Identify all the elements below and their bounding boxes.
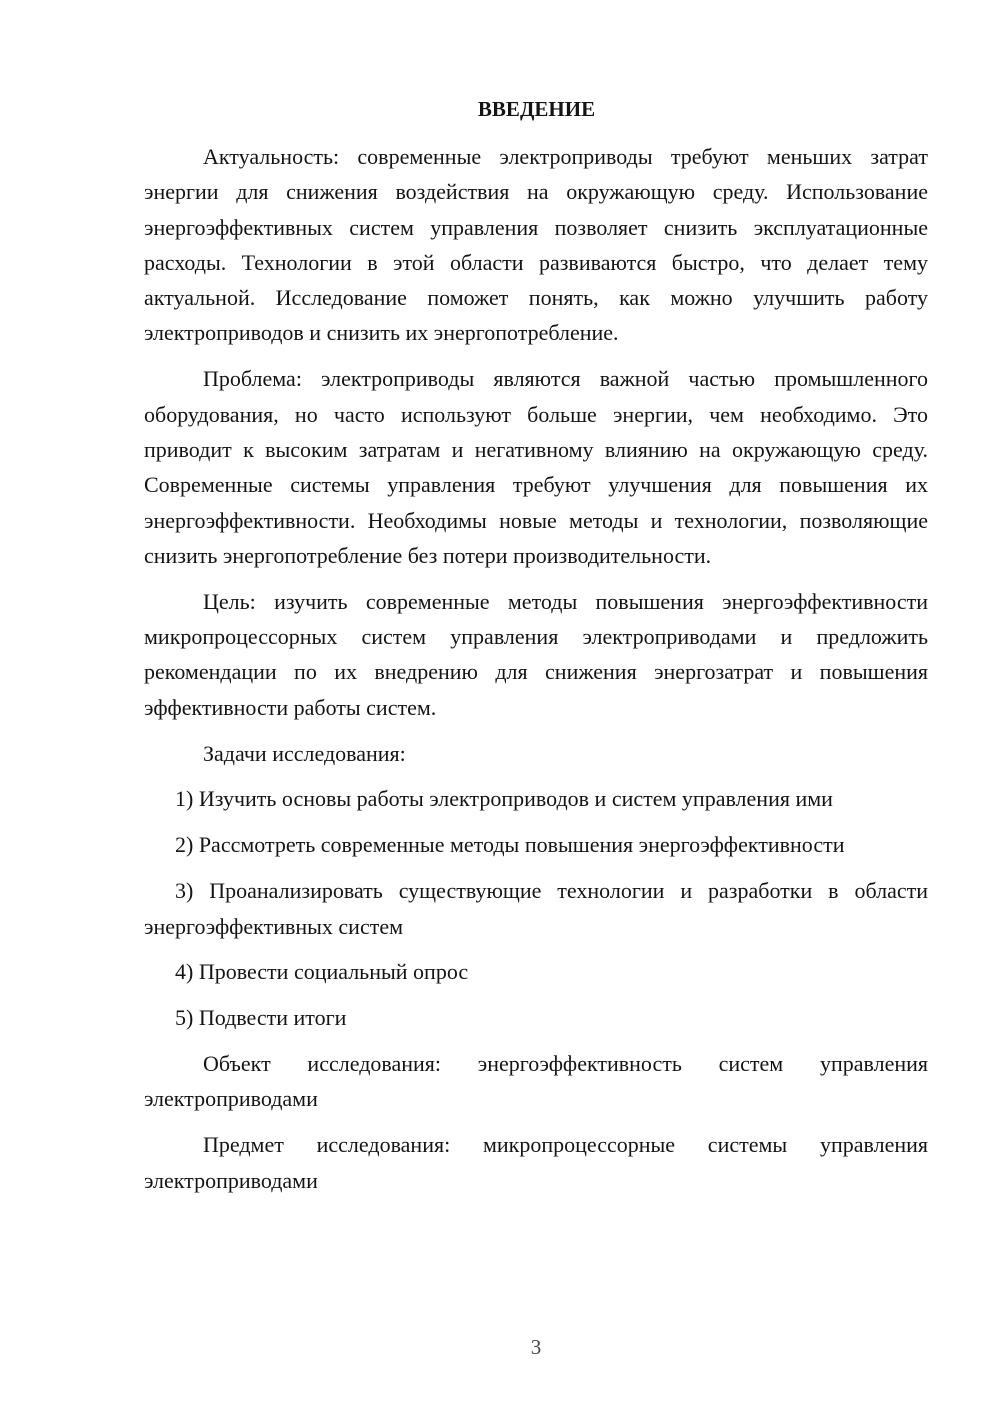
paragraph-subject: Предмет исследования: микропроцессорные системы управления электроприводами [144,1132,928,1193]
task-item-5: 5) Подвести итоги [175,1005,347,1031]
paragraph-object: Объект исследования: энергоэффективность систем управления электроприводами [144,1051,928,1112]
tasks-list [144,781,928,1035]
paragraph-relevance: Актуальность: современные электроприводы требуют меньших затрат энергии для снижения воздействия на окружающую среду. Использование энергоэффективных систем управления позволяет снизить эксплуатационные расходы. Технологии в этой области развиваются быстро, что делает тему актуальной. Исследование поможет понять, как можно улучшить работу электроприводов и снизить их энергопотребление. [144,144,928,346]
paragraph-goal: Цель: изучить современные методы повышения энергоэффективности микропроцессорных систем управления электроприводами и предложить рекомендации по их внедрению для снижения энергозатрат и повышения эффективности работы систем. [144,588,928,720]
tasks-heading: Задачи исследования: [203,740,406,766]
paragraph-problem: Проблема: электроприводы являются важной частью промышленного оборудования, но часто используют больше энергии, чем необходимо. Это приводит к высоким затратам и негативному влиянию на окружающую среду. Современные системы управления требуют улучшения для повышения их энергоэффективности. Необходимы новые методы и технологии, позволяющие снизить энергопотребление без потери производительности. [144,366,928,568]
page-content [144,92,928,1209]
page-number: 3 [530,1335,542,1359]
task-item-1: 1) Изучить основы работы электроприводов и систем управления ими [175,786,833,812]
task-item-2: 2) Рассмотреть современные методы повышения энергоэффективности [175,832,845,858]
section-title: ВВЕДЕНИЕ [477,97,596,121]
task-item-4: 4) Провести социальный опрос [175,959,469,985]
task-item-3: 3) Проанализировать существующие технологии и разработки в области энергоэффективных систем [144,878,928,939]
